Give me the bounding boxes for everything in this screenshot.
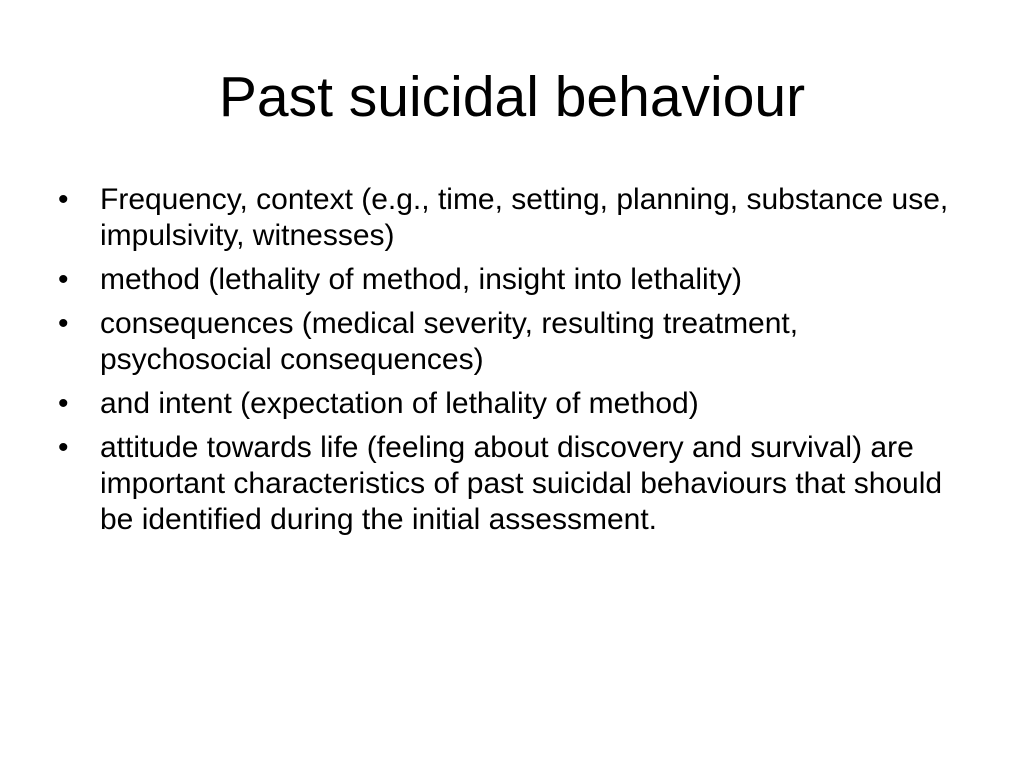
bullet-text: and intent (expectation of lethality of method) — [100, 387, 699, 420]
bullet-marker: • — [58, 263, 69, 296]
bullet-marker: • — [58, 307, 69, 340]
bullet-text: method (lethality of method, insight into lethality) — [100, 263, 742, 296]
bullet-item-intent — [58, 386, 958, 422]
bullet-marker: • — [58, 183, 69, 216]
bullet-item-consequences — [58, 306, 958, 378]
bullet-list — [58, 182, 958, 546]
bullet-marker: • — [58, 387, 69, 420]
bullet-item-attitude — [58, 430, 958, 538]
slide-title: Past suicidal behaviour — [218, 65, 806, 129]
bullet-text: Frequency, context (e.g., time, setting, planning, substance use, impulsivity, witnesses) — [100, 183, 949, 252]
bullet-item-frequency-context — [58, 182, 958, 254]
bullet-text: consequences (medical severity, resulting treatment, psychosocial consequences) — [100, 307, 799, 376]
bullet-item-method — [58, 262, 958, 298]
bullet-marker: • — [58, 431, 69, 464]
bullet-text: attitude towards life (feeling about discovery and survival) are important characteristics of past suicidal behaviours that should be identified during the initial assessment. — [100, 431, 943, 536]
